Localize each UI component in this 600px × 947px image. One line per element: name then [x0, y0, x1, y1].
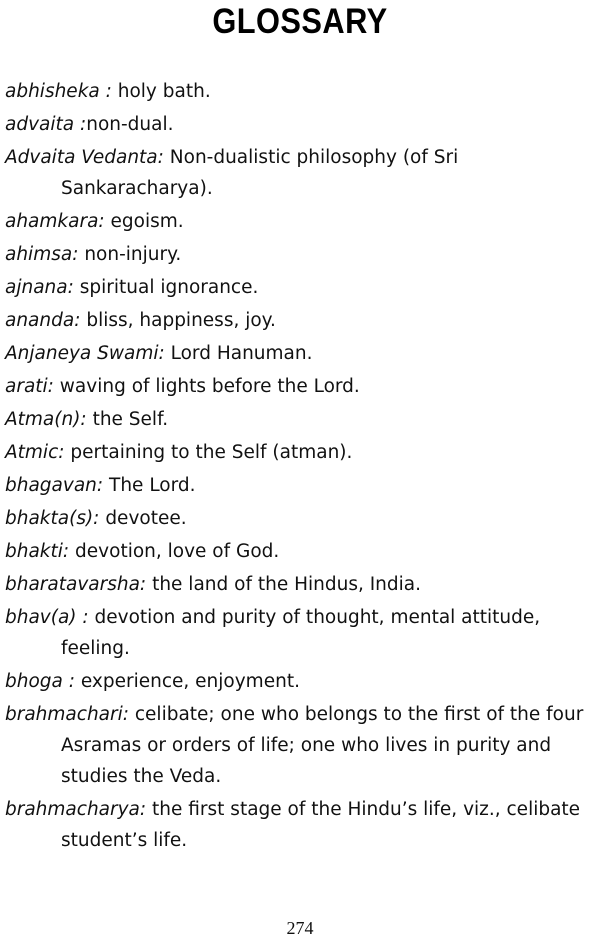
glossary-entry	[5, 666, 597, 697]
glossary-definition: the land of the Hindus, India.	[152, 574, 422, 595]
glossary-term: Atma(n):	[5, 409, 87, 430]
glossary-list	[5, 76, 597, 858]
glossary-term: brahmacharya:	[5, 799, 147, 820]
page-number: 274	[286, 918, 314, 938]
page-title: GLOSSARY	[212, 2, 388, 41]
glossary-term: advaita :	[5, 114, 87, 135]
glossary-entry	[5, 404, 597, 435]
glossary-entry	[5, 142, 597, 204]
glossary-entry	[5, 794, 597, 856]
glossary-term: ananda:	[5, 310, 81, 331]
glossary-entry	[5, 206, 597, 237]
glossary-definition: non-dual.	[86, 114, 174, 135]
glossary-entry	[5, 305, 597, 336]
glossary-definition: non-injury.	[84, 244, 182, 265]
glossary-term: arati:	[5, 376, 54, 397]
glossary-term: bhav(a) :	[5, 607, 89, 628]
glossary-term: ajnana:	[5, 277, 74, 298]
glossary-definition: Non-dualistic philosophy (of Sri Sankaracharya).	[61, 147, 459, 199]
glossary-term: Advaita Vedanta:	[5, 147, 164, 168]
glossary-definition: experience, enjoyment.	[80, 671, 300, 692]
glossary-entry	[5, 437, 597, 468]
glossary-entry	[5, 536, 597, 567]
glossary-term: brahmachari:	[5, 704, 129, 725]
glossary-entry	[5, 371, 597, 402]
glossary-term: bhagavan:	[5, 475, 104, 496]
glossary-entry	[5, 338, 597, 369]
glossary-term: bhakti:	[5, 541, 70, 562]
glossary-entry	[5, 76, 597, 107]
glossary-term: ahamkara:	[5, 211, 105, 232]
glossary-term: ahimsa:	[5, 244, 79, 265]
glossary-term: bharatavarsha:	[5, 574, 147, 595]
glossary-entry	[5, 272, 597, 303]
glossary-term: Anjaneya Swami:	[5, 343, 165, 364]
glossary-entry	[5, 470, 597, 501]
glossary-definition: bliss, happiness, joy.	[86, 310, 276, 331]
glossary-entry	[5, 239, 597, 270]
glossary-entry	[5, 503, 597, 534]
glossary-definition: devotion and purity of thought, mental attitude, feeling.	[61, 607, 541, 659]
glossary-definition: devotee.	[105, 508, 187, 529]
glossary-definition: waving of lights before the Lord.	[59, 376, 360, 397]
glossary-entry	[5, 699, 597, 792]
glossary-term: Atmic:	[5, 442, 65, 463]
glossary-entry	[5, 569, 597, 600]
glossary-definition: The Lord.	[109, 475, 196, 496]
glossary-term: bhakta(s):	[5, 508, 100, 529]
glossary-definition: celibate; one who belongs to the first of the four Asramas or orders of life; one who lives in purity and studies the Veda.	[61, 704, 584, 787]
glossary-definition: spiritual ignorance.	[79, 277, 259, 298]
glossary-entry	[5, 109, 597, 140]
glossary-term: bhoga :	[5, 671, 75, 692]
glossary-definition: the first stage of the Hindu’s life, viz., celibate student’s life.	[61, 799, 581, 851]
glossary-definition: the Self.	[92, 409, 169, 430]
glossary-definition: pertaining to the Self (atman).	[70, 442, 353, 463]
glossary-definition: devotion, love of God.	[75, 541, 280, 562]
glossary-definition: holy bath.	[117, 81, 211, 102]
glossary-definition: egoism.	[110, 211, 184, 232]
glossary-term: abhisheka :	[5, 81, 112, 102]
glossary-entry	[5, 602, 597, 664]
glossary-definition: Lord Hanuman.	[170, 343, 313, 364]
